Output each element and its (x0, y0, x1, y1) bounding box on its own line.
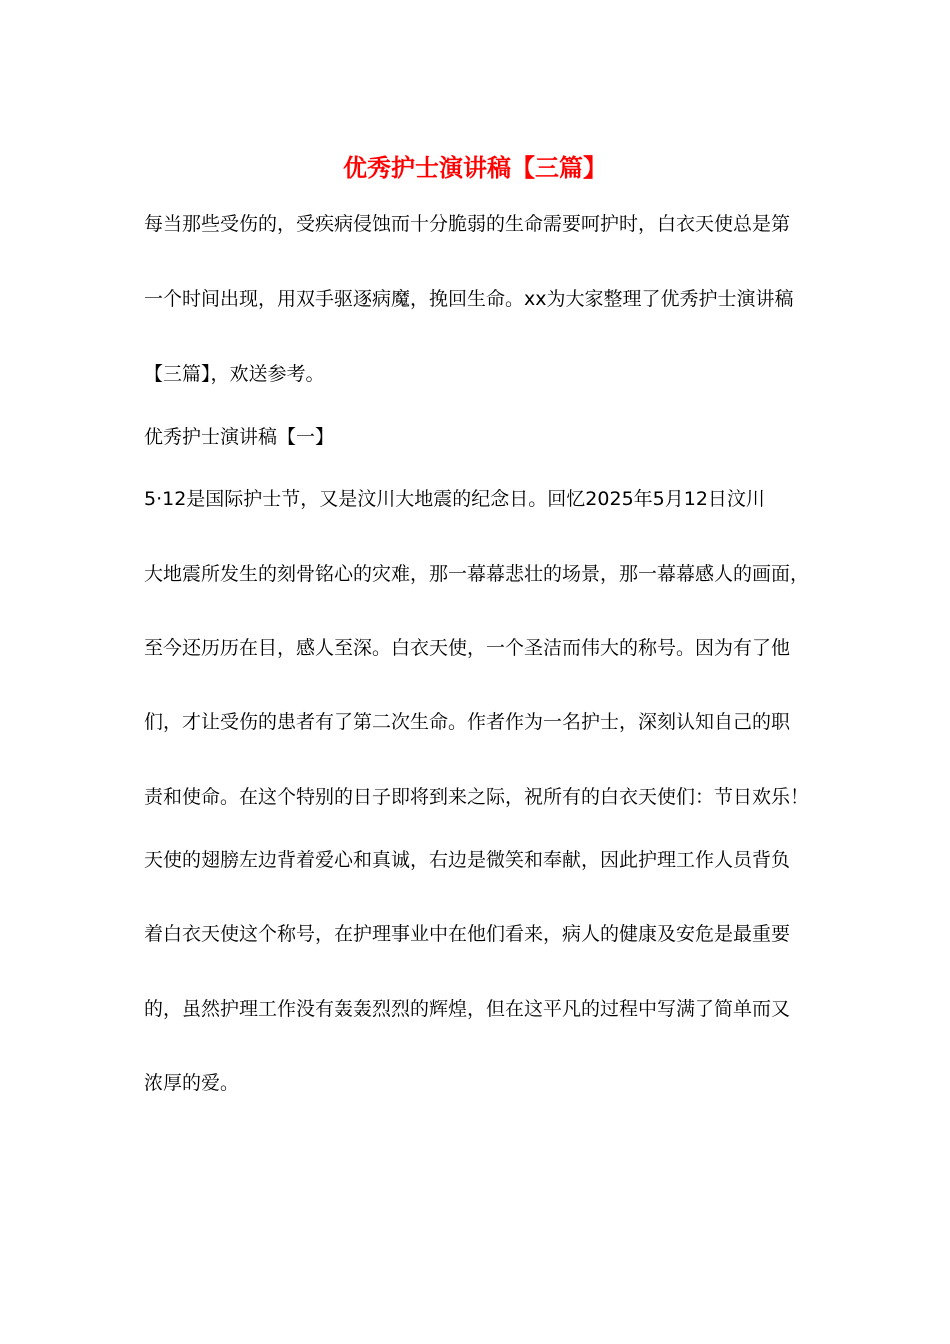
paragraph1-line-3: 至今还历历在目，感人至深。白衣天使，一个圣洁而伟大的称号。因为有了他 (144, 637, 791, 659)
paragraph1-line-1: 5·12是国际护士节，又是汶川大地震的纪念日。回忆2025年5月12日汶川 (144, 488, 765, 510)
document-title: 优秀护士演讲稿【三篇】 (343, 153, 607, 182)
paragraph2-line-1: 天使的翅膀左边背着爱心和真诚，右边是微笑和奉献，因此护理工作人员背负 (144, 849, 791, 871)
paragraph1-line-4: 们，才让受伤的患者有了第二次生命。作者作为一名护士，深刻认知自己的职 (144, 711, 791, 733)
intro-line-3: 【三篇】，欢送参考。 (144, 363, 325, 385)
intro-line-1: 每当那些受伤的，受疾病侵蚀而十分脆弱的生命需要呵护时，白衣天使总是第 (144, 213, 791, 235)
paragraph2-line-3: 的，虽然护理工作没有轰轰烈烈的辉煌，但在这平凡的过程中写满了简单而又 (144, 998, 791, 1020)
paragraph1-line-2: 大地震所发生的刻骨铭心的灾难，那一幕幕悲壮的场景，那一幕幕感人的画面， (144, 563, 810, 585)
paragraph2-line-2: 着白衣天使这个称号，在护理事业中在他们看来，病人的健康及安危是最重要 (144, 923, 791, 945)
intro-line-2: 一个时间出现，用双手驱逐病魔，挽回生命。xx为大家整理了优秀护士演讲稿 (144, 288, 794, 310)
paragraph1-line-5: 责和使命。在这个特别的日子即将到来之际，祝所有的白衣天使们：节日欢乐！ (144, 786, 810, 808)
section-heading: 优秀护士演讲稿【一】 (144, 426, 335, 448)
paragraph2-line-4: 浓厚的爱。 (144, 1072, 240, 1094)
